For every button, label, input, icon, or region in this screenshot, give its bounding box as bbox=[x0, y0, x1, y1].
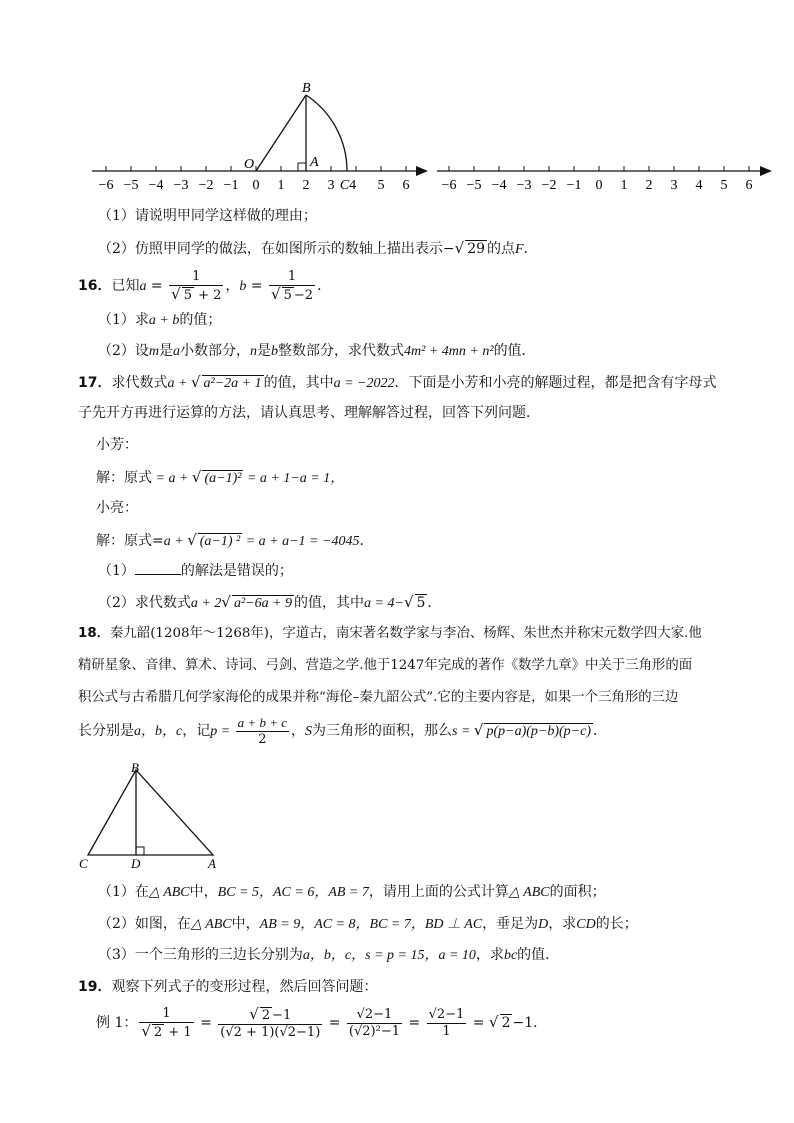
q16-part1: （1）求a + b的值； bbox=[98, 312, 222, 328]
fraction-a: $\frac{1}{√ 5 + 2}$ bbox=[171, 268, 222, 303]
triangle-ABC bbox=[88, 770, 213, 855]
arrow-right-icon bbox=[416, 166, 428, 176]
tick-label: 2 bbox=[302, 178, 310, 193]
tick-label: −5 bbox=[123, 178, 139, 193]
arrow-right-icon bbox=[760, 166, 772, 176]
tick-marks-right bbox=[442, 166, 753, 193]
q17-stem-line2: 子先开方再进行运算的方法，请认真思考、理解解答过程，回答下列问题． bbox=[78, 405, 540, 421]
tick-label: 0 bbox=[252, 178, 260, 193]
q18-line3: 积公式与古希腊几何学家海伦的成果并称“海伦–秦九韶公式”.它的主要内容是，如果一个三角形的三边 bbox=[78, 690, 679, 705]
label-B: B bbox=[131, 760, 139, 775]
fraction-p: $\frac{a + b + c}{2}$ bbox=[237, 714, 287, 747]
tick-label: 0 bbox=[595, 178, 603, 193]
q15-part1: （1）请说明甲同学这样做的理由； bbox=[98, 208, 317, 224]
answer-blank[interactable] bbox=[135, 574, 181, 575]
q17-xiaofang-label: 小芳： bbox=[96, 437, 138, 453]
tick-label: −5 bbox=[466, 178, 482, 193]
q18-part2: （2）如图，在△ ABC中，AB = 9，AC = 8，BC = 7，BD ⊥ AC，垂足为D，求CD的长； bbox=[98, 916, 638, 932]
q16-stem: 16．已知a = $\frac{1}{√ 5 + 2}$ ，b = $\frac{1}{√ 5 -2}$ ． bbox=[78, 268, 332, 303]
tick-label: −1 bbox=[566, 178, 582, 193]
q17-stem-line1: 17．求代数式a + √ a²−2a + 1 的值，其中a = −2022．下面是小芳和小亮的解题过程，都是把含有字母式 bbox=[78, 373, 717, 391]
label-A: A bbox=[310, 155, 319, 170]
tick-label: 3 bbox=[670, 178, 678, 193]
q16-part2: （2）设m是a小数部分，n是b整数部分，求代数式4m² + 4mn + n²的值． bbox=[98, 343, 536, 359]
number-line-figure bbox=[0, 75, 794, 195]
right-angle-mark bbox=[298, 163, 306, 171]
q18-line4: 长分别是a，b，c，记p = $\frac{a + b + c}{2}$ ，S为三角形的面积，那么s = √ p(p−a)(p−b)(p−c) ． bbox=[78, 714, 607, 747]
q18-line2: 精研星象、音律、算术、诗词、弓剑、营造之学.他于1247年完成的著作《数学九章》中关于三角形的面 bbox=[78, 658, 693, 673]
tick-label: 6 bbox=[745, 178, 753, 193]
q17-part1: （1） 的解法是错误的； bbox=[98, 563, 293, 579]
tick-label: 1 bbox=[620, 178, 628, 193]
tick-label: −2 bbox=[198, 178, 214, 193]
tick-label: 2 bbox=[645, 178, 653, 193]
label-D: D bbox=[131, 856, 141, 871]
tick-label: 1 bbox=[277, 178, 285, 193]
q17-xiaoliang-solution: 解：原式=a + √(a−1) ² = a + a−1 = −4045． bbox=[96, 531, 374, 549]
tick-label: −4 bbox=[491, 178, 507, 193]
q19-stem: 19．观察下列式子的变形过程，然后回答问题： bbox=[78, 979, 378, 995]
label-C: C bbox=[79, 856, 88, 871]
tick-label: −3 bbox=[173, 178, 189, 193]
tick-label: −6 bbox=[441, 178, 457, 193]
q17-xiaofang-solution: 解：原式 = a + √(a−1)² = a + 1−a = 1， bbox=[96, 468, 345, 486]
q18-part1: （1）在△ ABC中，BC = 5，AC = 6，AB = 7，请用上面的公式计算△ ABC的面积； bbox=[98, 884, 606, 900]
q18-line1: 18．秦九韶(1208年～1268年)，字道古，南宋著名数学家与李冶、杨辉、朱世杰并称宋元数学四大家.他 bbox=[78, 626, 702, 641]
fraction-b: $\frac{1}{√ 5 -2}$ bbox=[271, 268, 314, 303]
tick-label: −1 bbox=[223, 178, 239, 193]
tick-label: −3 bbox=[516, 178, 532, 193]
tick-label: 5 bbox=[720, 178, 728, 193]
tick-label: −4 bbox=[148, 178, 164, 193]
q15-part2: （2）仿照甲同学的做法，在如图所示的数轴上描出表示−√ 29 的点F． bbox=[98, 239, 538, 257]
q18-part3: （3）一个三角形的三边长分别为a，b，c，s = p = 15，a = 10，求bc的值． bbox=[98, 947, 560, 963]
tick-label: 4 bbox=[695, 178, 703, 193]
triangle-figure bbox=[70, 760, 230, 875]
tick-label: −6 bbox=[98, 178, 114, 193]
q17-xiaoliang-label: 小亮： bbox=[96, 500, 138, 516]
label-B: B bbox=[302, 81, 311, 96]
label-O: O bbox=[244, 157, 255, 172]
tick-label: 5 bbox=[377, 178, 385, 193]
tick-label: 3 bbox=[327, 178, 335, 193]
tick-label: C4 bbox=[339, 178, 357, 193]
q17-part2: （2）求代数式a + 2√ a²−6a + 9 的值，其中a = 4−√ 5 ． bbox=[98, 593, 442, 611]
q19-example1: 例 1： $\frac{1}{√ 2 + 1}$ = $\frac{√ 2 -1}{(√2 + 1)(√2-1)}$ = $\frac{√2-1}{\text{(√2)²−1}}$ = $\frac{√2-1}{1}$ = √ 2 −1． bbox=[96, 1004, 548, 1040]
tick-label: 6 bbox=[402, 178, 410, 193]
label-A: A bbox=[208, 856, 216, 871]
tick-label: −2 bbox=[541, 178, 557, 193]
segment-OB bbox=[256, 95, 306, 171]
right-angle-mark bbox=[136, 847, 144, 855]
